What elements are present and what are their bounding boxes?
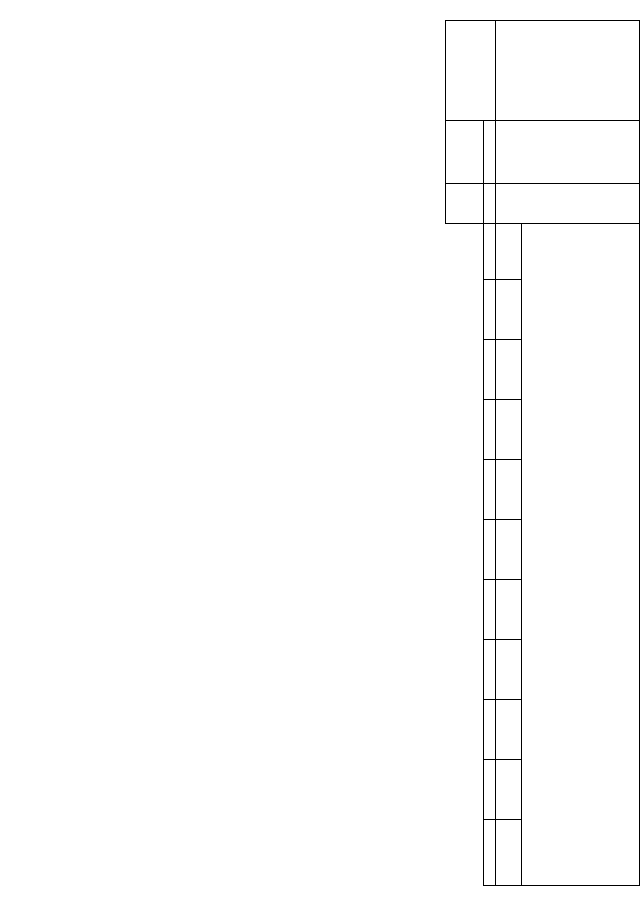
header-year <box>496 520 522 580</box>
header-year <box>496 760 522 820</box>
header-year <box>496 340 522 400</box>
value-cell <box>484 580 496 640</box>
name-cell-empty <box>446 21 496 121</box>
value-cell <box>484 224 496 280</box>
executor-cell <box>446 121 484 184</box>
header-executor <box>496 121 640 184</box>
source-cell <box>446 184 484 224</box>
rotated-table-container <box>40 20 640 885</box>
value-cell <box>484 640 496 700</box>
value-cell <box>484 700 496 760</box>
source-cell-empty <box>484 184 496 224</box>
header-year <box>496 700 522 760</box>
header-year <box>496 580 522 640</box>
value-cell <box>484 340 496 400</box>
value-cell <box>484 400 496 460</box>
header-funding <box>522 224 640 886</box>
header-name <box>496 21 640 121</box>
value-cell <box>484 460 496 520</box>
value-cell <box>484 820 496 886</box>
executor-cell <box>484 121 496 184</box>
header-source <box>496 184 640 224</box>
header-year <box>496 280 522 340</box>
header-year <box>496 460 522 520</box>
value-cell <box>484 760 496 820</box>
header-year <box>496 640 522 700</box>
header-year <box>496 820 522 886</box>
value-cell <box>484 520 496 580</box>
header-total <box>496 224 522 280</box>
funding-table <box>445 20 640 886</box>
value-cell <box>484 280 496 340</box>
header-year <box>496 400 522 460</box>
